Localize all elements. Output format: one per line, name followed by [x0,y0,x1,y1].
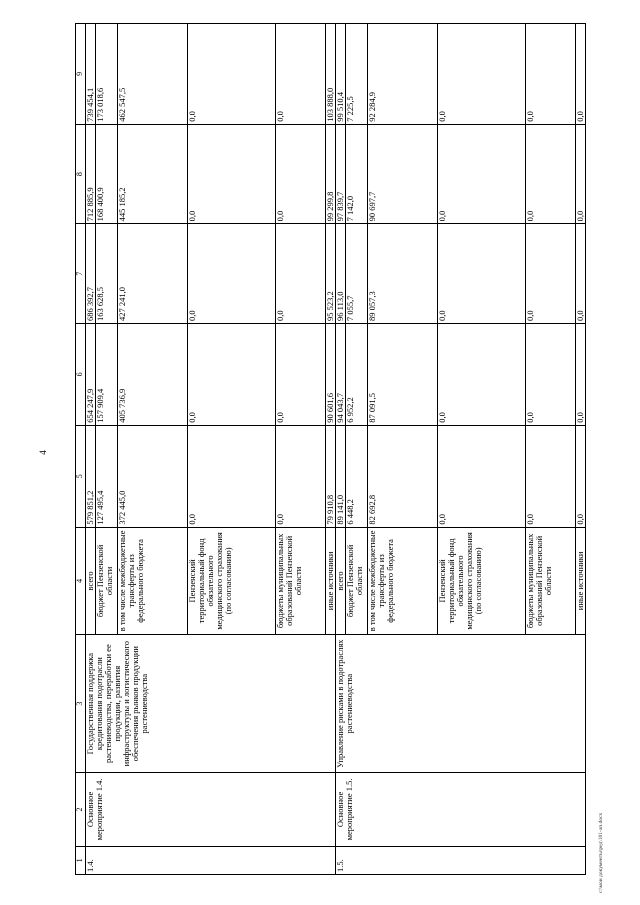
funding-source: иные источники [326,527,336,635]
amount-cell: 686 392,7 [86,224,96,324]
amount-cell: 0,0 [576,425,586,527]
amount-cell: 157 909,4 [96,323,118,425]
amount-cell: 0,0 [188,425,276,527]
funding-source: иные источники [576,527,586,635]
amount-cell: 89 141,0 [336,425,346,527]
amount-cell: 103 888,0 [326,24,336,125]
amount-cell: 579 851,2 [86,425,96,527]
amount-cell: 0,0 [526,24,576,125]
amount-cell: 0,0 [276,323,326,425]
funding-table [75,23,586,875]
amount-cell: 0,0 [276,224,326,324]
amount-cell: 99 510,4 [336,24,346,125]
header-cell: 9 [76,24,86,125]
funding-source: в том числе межбюджетные трансферты из федерального бюджета [118,527,188,635]
funding-source: Пензенский территориальный фонд обязательного медицинского страхования (по согласованию) [188,527,276,635]
amount-cell: 97 839,7 [336,124,346,224]
page-number: 4 [38,450,48,455]
amount-cell: 0,0 [576,224,586,324]
amount-cell: 127 495,4 [96,425,118,527]
amount-cell: 0,0 [526,323,576,425]
funding-source: бюджет Пензенской области [346,527,368,635]
amount-cell: 92 284,9 [368,24,438,125]
amount-cell: 87 091,5 [368,323,438,425]
amount-cell: 0,0 [276,124,326,224]
header-cell: 2 [76,773,86,847]
amount-cell: 90 601,6 [326,323,336,425]
table-row [86,24,96,875]
activity-description: Управление рисками в подотраслях растениеводства [336,635,586,773]
amount-cell: 0,0 [276,24,326,125]
amount-cell: 7 055,7 [346,224,368,324]
amount-cell: 7 142,0 [346,124,368,224]
header-row [76,24,86,875]
footer-path: c:\мои документы\ред\101-ап.docx [598,812,604,893]
amount-cell: 0,0 [188,24,276,125]
amount-cell: 0,0 [438,224,526,324]
amount-cell: 95 523,2 [326,224,336,324]
amount-cell: 79 910,8 [326,425,336,527]
amount-cell: 0,0 [526,124,576,224]
funding-source: бюджеты муниципальных образований Пензенской области [276,527,326,635]
row-number: 1.5. [336,846,586,874]
amount-cell: 82 692,8 [368,425,438,527]
amount-cell: 0,0 [526,224,576,324]
header-cell: 7 [76,224,86,324]
amount-cell: 462 547,5 [118,24,188,125]
amount-cell: 96 113,0 [336,224,346,324]
header-cell: 8 [76,124,86,224]
table-row [336,24,346,875]
funding-source: Пензенский территориальный фонд обязательного медицинского страхования (по согласованию) [438,527,526,635]
row-number: 1.4. [86,846,336,874]
amount-cell: 0,0 [276,425,326,527]
amount-cell: 89 057,3 [368,224,438,324]
amount-cell: 0,0 [438,425,526,527]
activity-name: Основное мероприятие 1.4. [86,773,336,847]
amount-cell: 0,0 [576,24,586,125]
amount-cell: 654 247,9 [86,323,96,425]
amount-cell: 0,0 [438,124,526,224]
header-cell: 6 [76,323,86,425]
amount-cell: 427 241,0 [118,224,188,324]
header-cell: 3 [76,635,86,773]
amount-cell: 7 225,5 [346,24,368,125]
amount-cell: 6 952,2 [346,323,368,425]
amount-cell: 0,0 [188,323,276,425]
funding-source: всего [86,527,96,635]
amount-cell: 445 185,2 [118,124,188,224]
amount-cell: 0,0 [188,124,276,224]
amount-cell: 0,0 [438,24,526,125]
amount-cell: 372 445,0 [118,425,188,527]
funding-source: в том числе межбюджетные трансферты из федерального бюджета [368,527,438,635]
amount-cell: 0,0 [576,323,586,425]
funding-source: всего [336,527,346,635]
amount-cell: 0,0 [576,124,586,224]
amount-cell: 168 400,9 [96,124,118,224]
amount-cell: 173 018,6 [96,24,118,125]
header-cell: 1 [76,846,86,874]
amount-cell: 712 885,9 [86,124,96,224]
header-cell: 4 [76,527,86,635]
amount-cell: 0,0 [526,425,576,527]
amount-cell: 163 628,5 [96,224,118,324]
amount-cell: 405 736,9 [118,323,188,425]
activity-description: Государственная поддержка кредитования подотрасли растениеводства, переработки ее продукции, развития инфраструктуры и логистического обеспечения рынков продукции растениеводства [86,635,336,773]
header-cell: 5 [76,425,86,527]
amount-cell: 94 043,7 [336,323,346,425]
activity-name: Основное мероприятие 1.5. [336,773,586,847]
amount-cell: 739 454,1 [86,24,96,125]
amount-cell: 0,0 [438,323,526,425]
amount-cell: 6 448,2 [346,425,368,527]
amount-cell: 90 697,7 [368,124,438,224]
amount-cell: 99 299,8 [326,124,336,224]
funding-source: бюджет Пензенской области [96,527,118,635]
amount-cell: 0,0 [188,224,276,324]
funding-source: бюджеты муниципальных образований Пензенской области [526,527,576,635]
